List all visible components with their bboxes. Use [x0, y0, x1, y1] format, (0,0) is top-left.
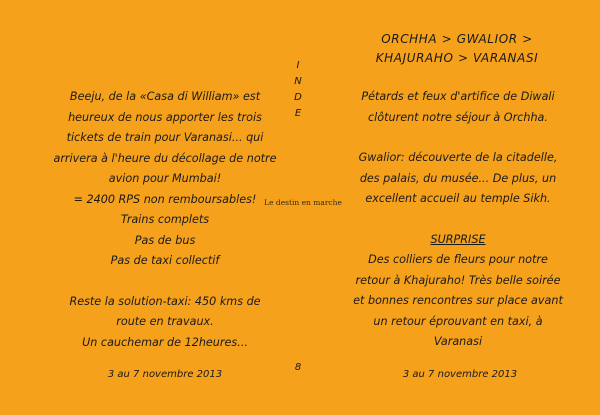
vertical-letter: E [294, 108, 302, 119]
title-line: KHAJURAHO > VARANASI [375, 51, 539, 65]
text-line: clôturent notre séjour à Orchha. [368, 110, 548, 124]
text-line: Reste la solution-taxi: 450 kms de [69, 294, 261, 308]
text-line: Pétards et feux d'artifice de Diwali [361, 90, 555, 103]
text-line: avion pour Mumbai! [108, 172, 222, 185]
left-date: 3 au 7 novembre 2013 [107, 369, 223, 380]
title-line: ORCHHA > GWALIOR > [381, 32, 533, 46]
text-line: arrivera à l'heure du décollage de notre [53, 151, 277, 165]
text-line: heureux de nous apporter les trois [68, 110, 262, 124]
text-line: = 2400 RPS non remboursables! [73, 192, 257, 206]
vertical-letter: D [294, 92, 302, 103]
text-line: Trains complets [120, 213, 210, 226]
left-text-block [10, 87, 320, 353]
text-line: route en travaux. [116, 315, 214, 328]
vertical-letter: I [296, 60, 300, 71]
text-line: Pas de bus [134, 233, 196, 247]
text-line: des palais, du musée... De plus, un [359, 171, 557, 185]
text-line: Beeju, de la «Casa di William» est [69, 90, 261, 103]
text-line: retour à Khajuraho! Très belle soirée [355, 273, 561, 287]
text-line: Un cauchemar de 12heures... [82, 335, 248, 349]
surprise-heading: SURPRISE [430, 232, 486, 246]
right-text-block [318, 87, 598, 353]
page-number: 8 [294, 362, 302, 373]
text-line: Des colliers de fleurs pour notre [368, 253, 548, 266]
text-line: Varanasi [433, 335, 483, 348]
page-title [322, 30, 592, 68]
text-line: excellent accueil au temple Sikh. [365, 192, 551, 205]
text-line: un retour éprouvant en taxi, à [373, 314, 543, 328]
text-line: Gwalior: découverte de la citadelle, [358, 151, 558, 164]
vertical-letter: N [294, 76, 302, 87]
text-line: tickets de train pour Varanasi... qui [66, 131, 264, 144]
text-line: Pas de taxi collectif [110, 254, 220, 267]
right-date: 3 au 7 novembre 2013 [402, 369, 518, 380]
center-caption: Le destin en marche [264, 198, 342, 207]
text-line: et bonnes rencontres sur place avant [353, 294, 563, 307]
